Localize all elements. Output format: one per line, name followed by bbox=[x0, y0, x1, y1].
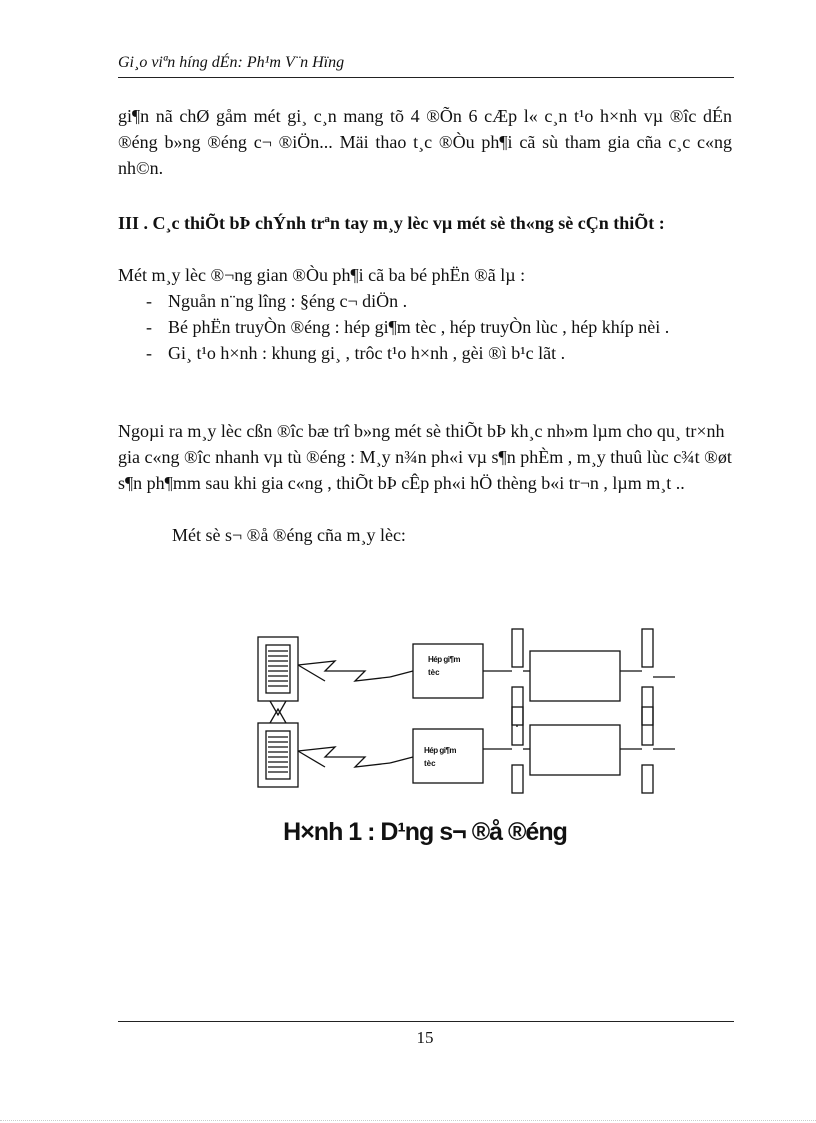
roll-top-right-upper bbox=[642, 629, 653, 667]
roll-bottom-right-upper bbox=[642, 707, 653, 745]
roll-top-left-lower bbox=[512, 687, 523, 725]
figure-caption: H×nh 1 : D¹ng s¬ ®å ®éng bbox=[283, 818, 567, 846]
list-item-text: Gi¸ t¹o h×nh : khung gi¸ , trôc t¹o h×nh , gèi ®ì b¹c lãt . bbox=[168, 343, 566, 363]
gearbox-bottom-label-line2: tèc bbox=[424, 759, 436, 768]
roll-housing-top bbox=[530, 651, 620, 701]
roll-top-right-lower bbox=[642, 687, 653, 725]
list-item bbox=[118, 288, 732, 314]
list-dash: - bbox=[146, 291, 152, 311]
diagram-intro: Mét sè s¬ ®å ®éng cña m¸y lèc: bbox=[172, 525, 406, 545]
component-list bbox=[118, 288, 732, 366]
gearbox-top bbox=[413, 644, 483, 698]
footer-rule bbox=[118, 1021, 734, 1022]
intro-paragraph: gi¶n nã chØ gåm mét gi¸ c¸n mang tõ 4 ®Õn 6 cÆp l« c¸n t¹o h×nh vµ ®îc dÉn ®éng b»ng ®éng c¬ ®iÖn... Mäi thao t¸c ®Òu ph¶i cã sù tham gia cña c¸c c«ng nh©n. bbox=[118, 106, 732, 178]
roll-housing-bottom bbox=[530, 725, 620, 775]
list-item bbox=[118, 314, 732, 340]
section-heading: III . C¸c thiÕt bÞ chÝnh trªn tay m¸y lèc vµ mét sè th«ng sè cÇn thiÕt : bbox=[118, 213, 665, 233]
roll-top-left-upper bbox=[512, 629, 523, 667]
gearbox-top-label-line2: tèc bbox=[428, 668, 440, 677]
page-number: 15 bbox=[416, 1028, 434, 1047]
kinematic-diagram bbox=[250, 625, 690, 795]
page-edge bbox=[0, 1120, 816, 1121]
auxiliary-paragraph: Ngoµi ra m¸y lèc cßn ®îc bæ trî b»ng mét sè thiÕt bÞ kh¸c nh»m lµm cho qu¸ tr×nh gia c«ng ®îc nhanh vµ tù ®éng : M¸y n¾n ph«i vµ s¶n phÈm , m¸y thuû lùc c¾t ®øt s¶n ph¶mm sau khi gia c«ng , thiÕt bÞ cÊp ph«i hÖ thèng b«i tr¬n , lµm m¸t .. bbox=[118, 421, 732, 493]
list-item-text: Bé phËn truyÒn ®éng : hép gi¶m tèc , hép truyÒn lùc , hép khíp nèi . bbox=[168, 317, 670, 337]
coupling-top bbox=[298, 661, 390, 681]
header-rule bbox=[118, 77, 734, 78]
coupling-bottom bbox=[298, 747, 390, 767]
running-header: Gi¸o viªn híng dÉn: Ph¹m V¨n Hïng bbox=[118, 54, 345, 71]
section-intro: Mét m¸y lèc ®¬ng gian ®Òu ph¶i cã ba bé phËn ®ã lµ : bbox=[118, 265, 526, 285]
list-item-text: Nguån n¨ng lîng : §éng c¬ diÖn . bbox=[168, 291, 408, 311]
gearbox-top-label-line1: Hép gi¶m bbox=[428, 655, 461, 664]
list-dash: - bbox=[146, 343, 152, 363]
motor-icon-bottom bbox=[258, 723, 298, 787]
gearbox-bottom bbox=[413, 729, 483, 783]
list-dash: - bbox=[146, 317, 152, 337]
list-item bbox=[118, 340, 732, 366]
gearbox-bottom-label-line1: Hép gi¶m bbox=[424, 746, 457, 755]
motor-icon-top bbox=[258, 637, 298, 701]
roll-bottom-left-lower bbox=[512, 765, 523, 793]
roll-bottom-right-lower bbox=[642, 765, 653, 793]
